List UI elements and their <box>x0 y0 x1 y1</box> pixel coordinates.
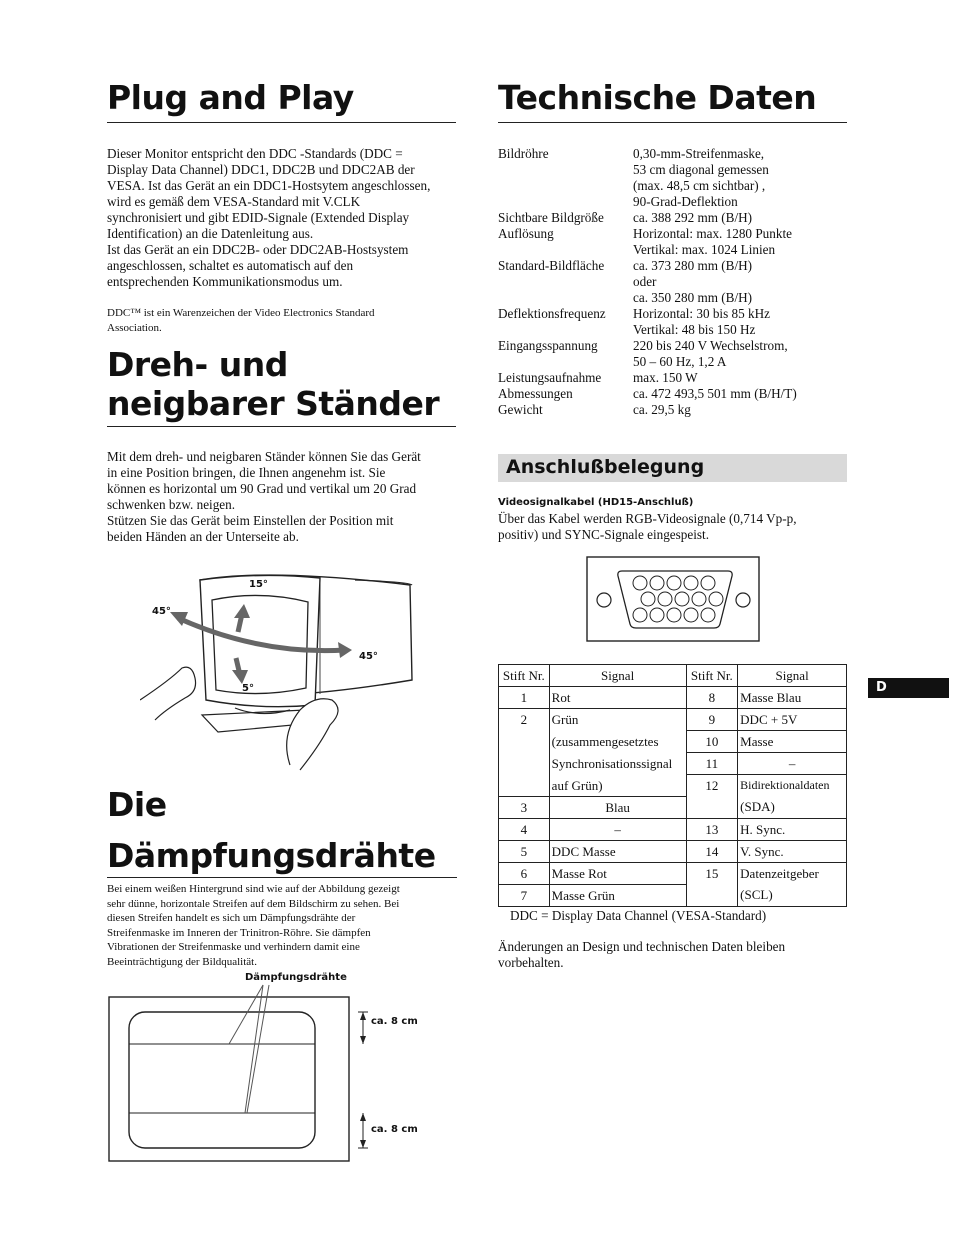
title-rule <box>107 877 457 878</box>
top-distance-label: ca. 8 cm <box>371 1016 418 1027</box>
pin-signal: (zusammengesetztes <box>549 731 686 753</box>
pinout-heading: Anschlußbelegung <box>506 456 705 478</box>
trademark-note: DDC™ ist ein Warenzeichen der Video Electronics Standard Association. <box>107 307 375 334</box>
spec-value: 0,30-mm-Streifenmaske, 53 cm diagonal gemessen (max. 48,5 cm sichtbar) , 90-Grad-Deflektion <box>633 146 769 209</box>
pin-number: 3 <box>499 796 550 818</box>
table-row <box>499 818 847 840</box>
pin-signal: Rot <box>549 687 686 709</box>
column-header: Stift Nr. <box>499 665 550 687</box>
change-disclaimer: Änderungen an Design und technischen Daten bleiben vorbehalten. <box>498 939 786 970</box>
pin-number: 10 <box>686 731 738 753</box>
pin-signal: DDC Masse <box>549 840 686 862</box>
spec-label: Sichtbare Bildgröße <box>498 210 604 225</box>
table-row <box>499 731 847 753</box>
bottom-distance-label: ca. 8 cm <box>371 1124 418 1135</box>
stand-title <box>107 345 439 423</box>
title-rule <box>107 122 456 123</box>
pin-signal: Synchronisationssignal <box>549 753 686 775</box>
damper-title-line1: Die <box>107 785 167 824</box>
tilt-down-angle: 5° <box>242 683 254 694</box>
spec-label: Auflösung <box>498 226 554 241</box>
pin-number: 14 <box>686 840 738 862</box>
swivel-left-angle: 45° <box>152 606 171 617</box>
cable-title: Videosignalkabel (HD15-Anschluß) <box>498 497 694 508</box>
pin-signal: (SCL) <box>738 884 847 906</box>
pin-signal: (SDA) <box>738 796 847 818</box>
pin-number: 12 <box>686 775 738 819</box>
pin-assignment-table <box>498 664 847 907</box>
pin-signal: Masse Blau <box>738 687 847 709</box>
pin-number: 2 <box>499 709 550 797</box>
table-row <box>499 687 847 709</box>
ddc-footnote: DDC = Display Data Channel (VESA-Standard) <box>510 908 767 923</box>
pin-number: 8 <box>686 687 738 709</box>
stand-title-line1: Dreh- und <box>107 345 288 384</box>
pin-signal: Blau <box>549 796 686 818</box>
pin-number: 4 <box>499 818 550 840</box>
table-header-row <box>499 665 847 687</box>
pin-number: 11 <box>686 753 738 775</box>
language-tab <box>868 678 949 698</box>
title-rule <box>498 122 847 123</box>
pin-number: 6 <box>499 862 550 884</box>
table-row <box>499 884 847 906</box>
pin-signal: Masse <box>738 731 847 753</box>
table-row <box>499 775 847 797</box>
pin-signal: – <box>738 753 847 775</box>
damper-wire-label: Dämpfungsdrähte <box>245 972 347 983</box>
monitor-swivel-illustration <box>140 560 440 775</box>
pin-number: 13 <box>686 818 738 840</box>
stand-title-line2: neigbarer Ständer <box>107 384 440 423</box>
column-header: Signal <box>549 665 686 687</box>
damper-title-line2: Dämpfungsdrähte <box>107 836 436 875</box>
spec-value: 220 bis 240 V Wechselstrom, 50 – 60 Hz, 1,2 A <box>633 338 788 369</box>
pinout-heading-band <box>498 454 847 482</box>
pin-signal: DDC + 5V <box>738 709 847 731</box>
spec-value: max. 150 W <box>633 370 698 385</box>
spec-label: Leistungsaufnahme <box>498 370 602 385</box>
pin-number: 9 <box>686 709 738 731</box>
spec-value: ca. 472 493,5 501 mm (B/H/T) <box>633 386 797 401</box>
spec-label: Bildröhre <box>498 146 549 161</box>
spec-label: Deflektionsfrequenz <box>498 306 606 321</box>
tilt-up-angle: 15° <box>249 579 268 590</box>
pin-signal: V. Sync. <box>738 840 847 862</box>
damper-title <box>107 779 436 881</box>
stand-body: Mit dem dreh- und neigbaren Ständer können Sie das Gerät in eine Position bringen, die Ihnen angenehm ist. Sie können es horizontal um 90 Grad und vertikal um 20 Grad schwenken bzw. neigen. Stützen Sie das Gerät beim Einstellen der Position mit beiden Händen an der Unterseite ab. <box>107 449 421 544</box>
pin-number: 5 <box>499 840 550 862</box>
tech-title: Technische Daten <box>498 78 817 117</box>
pin-signal: Datenzeitgeber <box>738 862 847 884</box>
pin-signal: Masse Rot <box>549 862 686 884</box>
title-rule <box>107 426 456 427</box>
table-row <box>499 840 847 862</box>
pin-signal: Masse Grün <box>549 884 686 906</box>
swivel-right-angle: 45° <box>359 651 378 662</box>
pin-signal: Bidirektionaldaten <box>738 775 847 797</box>
plug-and-play-title: Plug and Play <box>107 78 354 117</box>
spec-value: ca. 373 280 mm (B/H) oder ca. 350 280 mm (B/H) <box>633 258 753 305</box>
pin-signal: auf Grün) <box>549 775 686 797</box>
table-row <box>499 709 847 731</box>
pin-number: 15 <box>686 862 738 906</box>
pin-number: 7 <box>499 884 550 906</box>
column-header: Stift Nr. <box>686 665 738 687</box>
spec-label: Eingangsspannung <box>498 338 598 353</box>
spec-value: ca. 29,5 kg <box>633 402 691 417</box>
damper-body: Bei einem weißen Hintergrund sind wie auf der Abbildung gezeigt sehr dünne, horizontale Streifen auf dem Bildschirm zu sehen. Bei diesen Streifen handelt es sich um Dämpfungsdrähte der Streifenmaske im Inneren der Trinitron-Röhre. Sie dämpfen Vibrationen der Streifenmaske und verhindern damit eine Beeinträchtigung der Bildqualität. <box>107 883 400 968</box>
pin-signal: – <box>549 818 686 840</box>
hd15-connector-diagram <box>586 556 762 644</box>
spec-value: ca. 388 292 mm (B/H) <box>633 210 753 225</box>
cable-body: Über das Kabel werden RGB-Videosignale (0,714 Vp-p, positiv) und SYNC-Signale eingespeist. <box>498 511 797 542</box>
spec-label: Gewicht <box>498 402 543 417</box>
spec-value: Horizontal: max. 1280 Punkte Vertikal: max. 1024 Linien <box>633 226 792 257</box>
table-row <box>499 862 847 884</box>
spec-value: Horizontal: 30 bis 85 kHz Vertikal: 48 bis 150 Hz <box>633 306 770 337</box>
pin-number: 1 <box>499 687 550 709</box>
pin-signal: H. Sync. <box>738 818 847 840</box>
language-tab-label: D <box>876 680 887 695</box>
column-header: Signal <box>738 665 847 687</box>
spec-label: Standard-Bildfläche <box>498 258 605 273</box>
table-row <box>499 796 847 818</box>
plug-and-play-body: Dieser Monitor entspricht den DDC -Standards (DDC = Display Data Channel) DDC1, DDC2B und DDC2AB der VESA. Ist das Gerät an ein DDC1-Hostsytem angeschlossen, wird es gemäß dem VESA-Standard mit V.CLK synchronisiert und gibt EDID-Signale (Extended Display Identification) an die Datenleitung aus. Ist das Gerät an ein DDC2B- oder DDC2AB-Hostsystem angeschlossen, schaltet es automatisch auf den entsprechenden Kommunikationsmodus um. <box>107 146 431 289</box>
damper-wire-illustration <box>105 980 425 1165</box>
pin-signal: Grün <box>549 709 686 731</box>
spec-label: Abmessungen <box>498 386 573 401</box>
table-row <box>499 753 847 775</box>
